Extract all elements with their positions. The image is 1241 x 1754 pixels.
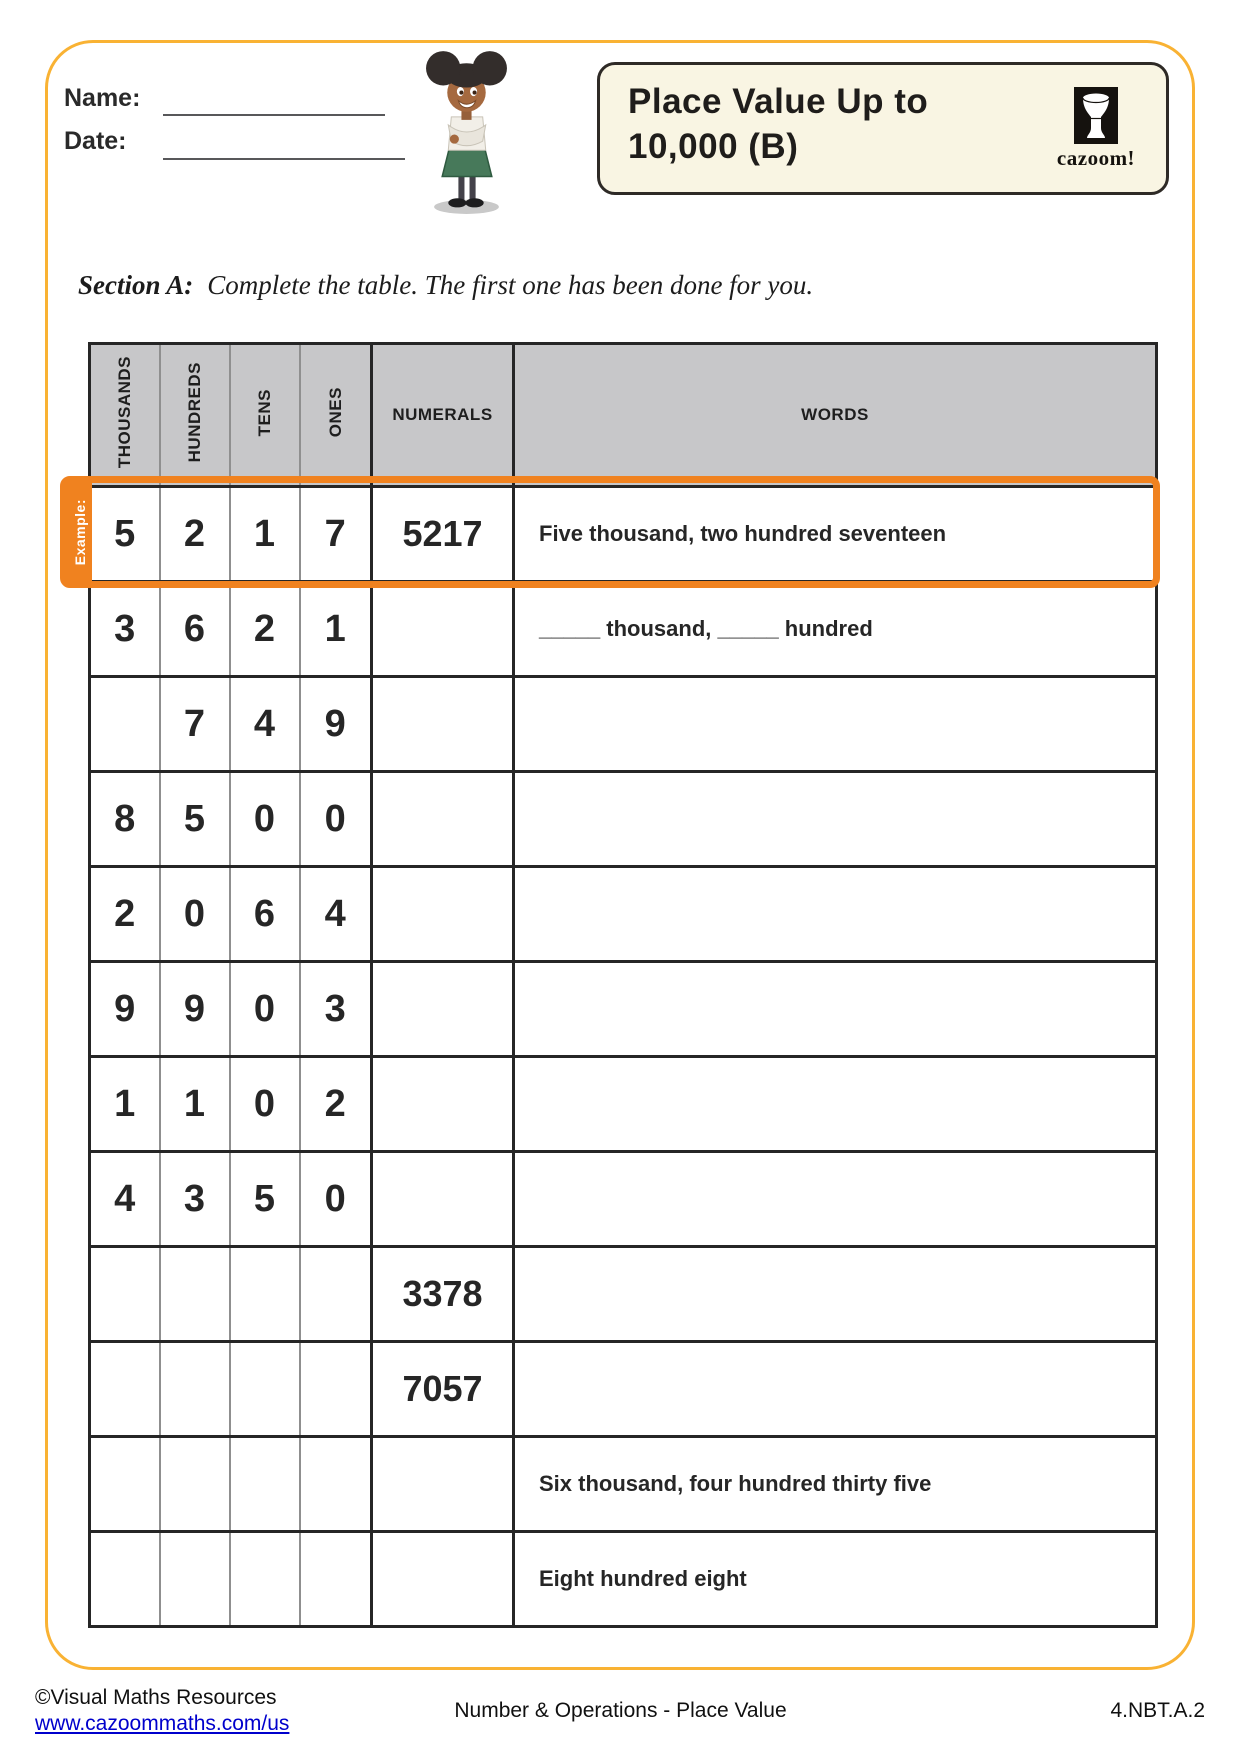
cell-tens: 4	[230, 677, 300, 772]
cell-thousands-blank[interactable]	[90, 1342, 160, 1437]
cell-ones: 3	[300, 962, 372, 1057]
cell-tens: 0	[230, 962, 300, 1057]
cell-hundreds: 5	[160, 772, 230, 867]
section-a-instruction: Complete the table. The first one has been done for you.	[207, 270, 814, 300]
cell-ones-blank[interactable]	[300, 1437, 372, 1532]
example-row-highlight	[60, 476, 1160, 588]
header-ones: ONES	[300, 344, 372, 487]
cell-numerals-blank[interactable]	[372, 1437, 514, 1532]
cell-thousands-blank[interactable]	[90, 1437, 160, 1532]
cell-tens: 0	[230, 772, 300, 867]
cell-tens: 5	[230, 1152, 300, 1247]
cell-thousands: 9	[90, 962, 160, 1057]
cell-hundreds: 7	[160, 677, 230, 772]
name-input-line[interactable]	[163, 114, 385, 116]
table-row	[90, 582, 1157, 677]
cell-hundreds-blank[interactable]	[160, 1437, 230, 1532]
date-input-line[interactable]	[163, 158, 405, 160]
cell-ones: 2	[300, 1057, 372, 1152]
cazoom-logo-text: cazoom!	[1056, 145, 1136, 170]
cell-thousands: 1	[90, 1057, 160, 1152]
cell-thousands: 4	[90, 1152, 160, 1247]
cell-hundreds: 0	[160, 867, 230, 962]
cell-words-blank[interactable]	[514, 772, 1157, 867]
cell-ones: 1	[300, 582, 372, 677]
cell-hundreds: 9	[160, 962, 230, 1057]
title-line-2: 10,000 (B)	[628, 127, 799, 166]
cazoom-logo	[1046, 87, 1146, 171]
cell-thousands: 5	[90, 487, 160, 582]
cell-thousands-blank[interactable]	[90, 1532, 160, 1627]
cell-numerals-blank[interactable]	[372, 962, 514, 1057]
cell-thousands-blank[interactable]	[90, 677, 160, 772]
title-line-1: Place Value Up to	[628, 82, 929, 121]
table-row	[90, 1532, 1157, 1627]
cell-numerals: 3378	[372, 1247, 514, 1342]
cell-tens: 6	[230, 867, 300, 962]
section-a-label: Section A:	[78, 270, 194, 300]
name-label: Name:	[64, 84, 141, 112]
cell-tens-blank[interactable]	[230, 1247, 300, 1342]
cell-words: Five thousand, two hundred seventeen	[514, 487, 1157, 582]
header-thousands: THOUSANDS	[90, 344, 160, 487]
cell-numerals-blank[interactable]	[372, 1152, 514, 1247]
cell-ones: 0	[300, 772, 372, 867]
cell-hundreds-blank[interactable]	[160, 1247, 230, 1342]
cell-tens-blank[interactable]	[230, 1437, 300, 1532]
cell-numerals-blank[interactable]	[372, 1057, 514, 1152]
cell-ones: 7	[300, 487, 372, 582]
table-row	[90, 962, 1157, 1057]
cell-hundreds: 2	[160, 487, 230, 582]
cazoom-drum-icon	[1074, 87, 1118, 144]
cell-thousands: 2	[90, 867, 160, 962]
footer-website-link[interactable]: www.cazoommaths.com/us	[35, 1712, 290, 1735]
cell-thousands: 8	[90, 772, 160, 867]
cell-tens-blank[interactable]	[230, 1532, 300, 1627]
cell-ones: 4	[300, 867, 372, 962]
cell-tens: 0	[230, 1057, 300, 1152]
cell-words-blank[interactable]	[514, 1152, 1157, 1247]
cell-hundreds-blank[interactable]	[160, 1532, 230, 1627]
cell-words-blank[interactable]	[514, 962, 1157, 1057]
table-row	[90, 1342, 1157, 1437]
cell-ones: 9	[300, 677, 372, 772]
cell-words-blank[interactable]	[514, 867, 1157, 962]
table-row	[90, 1247, 1157, 1342]
table-header-row	[90, 344, 1157, 487]
cell-tens-blank[interactable]	[230, 1342, 300, 1437]
cell-words: Six thousand, four hundred thirty five	[514, 1437, 1157, 1532]
cell-ones-blank[interactable]	[300, 1247, 372, 1342]
cell-words-blank[interactable]	[514, 1057, 1157, 1152]
cell-numerals-blank[interactable]	[372, 1532, 514, 1627]
table-row	[90, 867, 1157, 962]
example-tab-label: Example:	[71, 498, 88, 566]
cell-thousands-blank[interactable]	[90, 1247, 160, 1342]
cell-numerals-blank[interactable]	[372, 677, 514, 772]
cell-hundreds: 6	[160, 582, 230, 677]
cell-hundreds: 1	[160, 1057, 230, 1152]
cell-words-blank[interactable]	[514, 1247, 1157, 1342]
cell-numerals: 5217	[372, 487, 514, 582]
cell-hundreds: 3	[160, 1152, 230, 1247]
table-row	[90, 1152, 1157, 1247]
header-tens: TENS	[230, 344, 300, 487]
cell-words: Eight hundred eight	[514, 1532, 1157, 1627]
section-a-heading	[78, 270, 813, 301]
example-tab	[67, 483, 92, 581]
student-character-illustration	[413, 44, 521, 216]
table-row	[90, 1057, 1157, 1152]
cell-numerals: 7057	[372, 1342, 514, 1437]
header-hundreds: HUNDREDS	[160, 344, 230, 487]
cell-ones-blank[interactable]	[300, 1342, 372, 1437]
title-box	[597, 62, 1169, 195]
cell-ones: 0	[300, 1152, 372, 1247]
header-numerals: NUMERALS	[372, 344, 514, 487]
footer-topic: Number & Operations - Place Value	[454, 1699, 787, 1722]
cell-numerals-blank[interactable]	[372, 867, 514, 962]
cell-thousands: 3	[90, 582, 160, 677]
cell-words-blank[interactable]	[514, 1342, 1157, 1437]
cell-tens: 1	[230, 487, 300, 582]
cell-numerals-blank[interactable]	[372, 582, 514, 677]
cell-ones-blank[interactable]	[300, 1532, 372, 1627]
cell-hundreds-blank[interactable]	[160, 1342, 230, 1437]
table-row	[90, 772, 1157, 867]
table-row	[90, 1437, 1157, 1532]
date-label: Date:	[64, 127, 127, 155]
cell-words-fill-in[interactable]: _____ thousand, _____ hundred	[514, 582, 1157, 677]
worksheet-title	[628, 79, 928, 169]
footer-copyright: ©Visual Maths Resources	[35, 1686, 277, 1709]
cell-words-blank[interactable]	[514, 677, 1157, 772]
cell-tens: 2	[230, 582, 300, 677]
header-words: WORDS	[514, 344, 1157, 487]
footer-standard-code: 4.NBT.A.2	[1110, 1699, 1205, 1722]
table-row	[90, 677, 1157, 772]
cell-numerals-blank[interactable]	[372, 772, 514, 867]
